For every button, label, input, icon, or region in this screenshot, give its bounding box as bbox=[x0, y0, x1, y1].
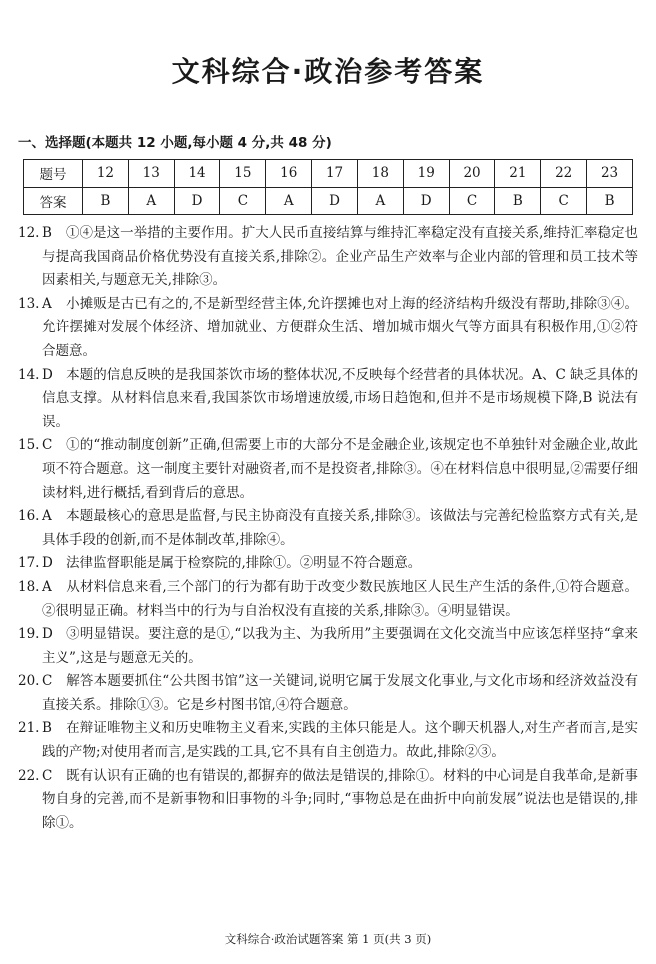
question-number-cell: 23 bbox=[587, 160, 633, 188]
row-label-answer: 答案 bbox=[24, 187, 83, 215]
explanation-item bbox=[18, 717, 638, 764]
explanation-item bbox=[18, 364, 638, 435]
question-answer: C bbox=[42, 437, 53, 454]
question-answer: B bbox=[42, 720, 52, 737]
explanation-item bbox=[18, 552, 638, 576]
answer-cell: D bbox=[403, 187, 449, 215]
question-answer: B bbox=[42, 225, 52, 241]
answer-cell: C bbox=[449, 187, 495, 215]
question-number-cell: 16 bbox=[266, 160, 312, 188]
explanation-text: 本题最核心的意思是监督,与民主协商没有直接关系,排除③。该做法与完善纪检监察方式有关,是具体手段的创新,而不是体制改革,排除④。 bbox=[42, 508, 638, 548]
question-answer: C bbox=[42, 767, 53, 784]
page-footer: 文科综合·政治试题答案 第 1 页(共 3 页) bbox=[224, 932, 432, 946]
question-number: 21. bbox=[18, 720, 40, 737]
explanation-text: ①④是这一举措的主要作用。扩大人民币直接结算与维持汇率稳定没有直接关系,维持汇率稳定也与提高我国商品价格优势没有直接关系,排除②。企业产品生产效率与企业内部的管理和员工技术等因素相关,与题意无关,排除③。 bbox=[42, 225, 638, 289]
answer-explanations bbox=[18, 222, 638, 835]
question-number: 15. bbox=[18, 437, 40, 454]
explanation-text: 法律监督职能是属于检察院的,排除①。②明显不符合题意。 bbox=[66, 555, 422, 572]
answer-cell: A bbox=[128, 187, 174, 215]
explanation-item bbox=[18, 434, 638, 505]
question-answer: A bbox=[42, 295, 52, 312]
answer-cell: C bbox=[541, 187, 587, 215]
explanation-text: 从材料信息来看,三个部门的行为都有助于改变少数民族地区人民生产生活的条件,①符合题意。②很明显正确。材料当中的行为与自治权没有直接的关系,排除③。④明显错误。 bbox=[42, 578, 638, 619]
section-heading: 一、选择题(本题共 12 小题,每小题 4 分,共 48 分) bbox=[18, 135, 332, 151]
explanation-text: 小摊贩是古已有之的,不是新型经营主体,允许摆摊也对上海的经济结构升级没有帮助,排除③④。允许摆摊对发展个体经济、增加就业、方便群众生活、增加城市烟火气等方面具有积极作用,①②符合题意。 bbox=[42, 295, 638, 359]
question-answer: A bbox=[42, 508, 52, 525]
explanation-item bbox=[18, 670, 638, 717]
explanation-text: 在辩证唯物主义和历史唯物主义看来,实践的主体只能是人。这个聊天机器人,对生产者而言,是实践的产物;对使用者而言,是实践的工具,它不具有自主创造力。故此,排除②③。 bbox=[42, 720, 638, 761]
question-number-cell: 17 bbox=[312, 160, 358, 188]
question-number: 16. bbox=[18, 508, 40, 525]
question-answer: D bbox=[42, 366, 53, 383]
explanation-item bbox=[18, 576, 638, 623]
explanation-item bbox=[18, 505, 638, 552]
question-answer: D bbox=[42, 555, 53, 572]
question-number-cell: 20 bbox=[449, 160, 495, 188]
explanation-item bbox=[18, 222, 638, 293]
question-number: 13. bbox=[18, 295, 40, 312]
question-number-cell: 12 bbox=[83, 160, 129, 188]
question-number-cell: 13 bbox=[128, 160, 174, 188]
explanation-text: ③明显错误。要注意的是①,“以我为主、为我所用”主要强调在文化交流当中应该怎样坚持“拿来主义”,这是与题意无关的。 bbox=[42, 626, 638, 666]
explanation-text: ①的“推动制度创新”正确,但需要上市的大部分不是金融企业,该规定也不单独针对金融企业,故此项不符合题意。这一制度主要针对融资者,而不是投资者,排除③。④在材料信息中很明显,②需要仔细读材料,进行概括,看到背后的意思。 bbox=[42, 437, 638, 501]
answer-cell: D bbox=[174, 187, 220, 215]
question-number-cell: 19 bbox=[403, 160, 449, 188]
table-row-numbers bbox=[24, 160, 633, 188]
question-number-cell: 18 bbox=[357, 160, 403, 188]
question-number: 19. bbox=[18, 626, 40, 643]
explanation-text: 本题的信息反映的是我国茶饮市场的整体状况,不反映每个经营者的具体状况。A、C 缺乏具体的信息支撑。从材料信息来看,我国茶饮市场增速放缓,市场日趋饱和,但并不是市场规模下降,B 说法有误。 bbox=[42, 366, 638, 430]
answer-cell: A bbox=[266, 187, 312, 215]
question-answer: C bbox=[42, 673, 53, 690]
question-number-cell: 22 bbox=[541, 160, 587, 188]
question-number: 14. bbox=[18, 366, 40, 383]
question-number-cell: 14 bbox=[174, 160, 220, 188]
question-number: 22. bbox=[18, 767, 40, 784]
page-title: 文科综合·政治参考答案 bbox=[171, 55, 485, 88]
explanation-text: 既有认识有正确的也有错误的,都摒弃的做法是错误的,排除①。材料的中心词是自我革命,是新事物自身的完善,而不是新事物和旧事物的斗争;同时,“事物总是在曲折中向前发展”说法也是错误的,排除①。 bbox=[42, 767, 638, 831]
answer-cell: D bbox=[312, 187, 358, 215]
question-number: 20. bbox=[18, 673, 40, 690]
explanation-item bbox=[18, 293, 638, 364]
question-answer: D bbox=[42, 626, 53, 643]
answer-cell: B bbox=[495, 187, 541, 215]
row-label-number: 题号 bbox=[24, 160, 83, 188]
question-number: 17. bbox=[18, 555, 40, 572]
question-number-cell: 15 bbox=[220, 160, 266, 188]
table-row-answers bbox=[24, 187, 633, 215]
explanation-item bbox=[18, 623, 638, 670]
answer-cell: B bbox=[83, 187, 129, 215]
explanation-text: 解答本题要抓住“公共图书馆”这一关键词,说明它属于发展文化事业,与文化市场和经济效益没有直接关系。排除①③。它是乡村图书馆,④符合题意。 bbox=[42, 673, 638, 713]
answer-cell: B bbox=[587, 187, 633, 215]
question-number-cell: 21 bbox=[495, 160, 541, 188]
question-number: 18. bbox=[18, 578, 40, 595]
answer-cell: C bbox=[220, 187, 266, 215]
question-number: 12. bbox=[18, 225, 40, 241]
explanation-item bbox=[18, 765, 638, 836]
question-answer: A bbox=[42, 578, 52, 595]
answer-cell: A bbox=[357, 187, 403, 215]
answer-table bbox=[23, 159, 633, 215]
